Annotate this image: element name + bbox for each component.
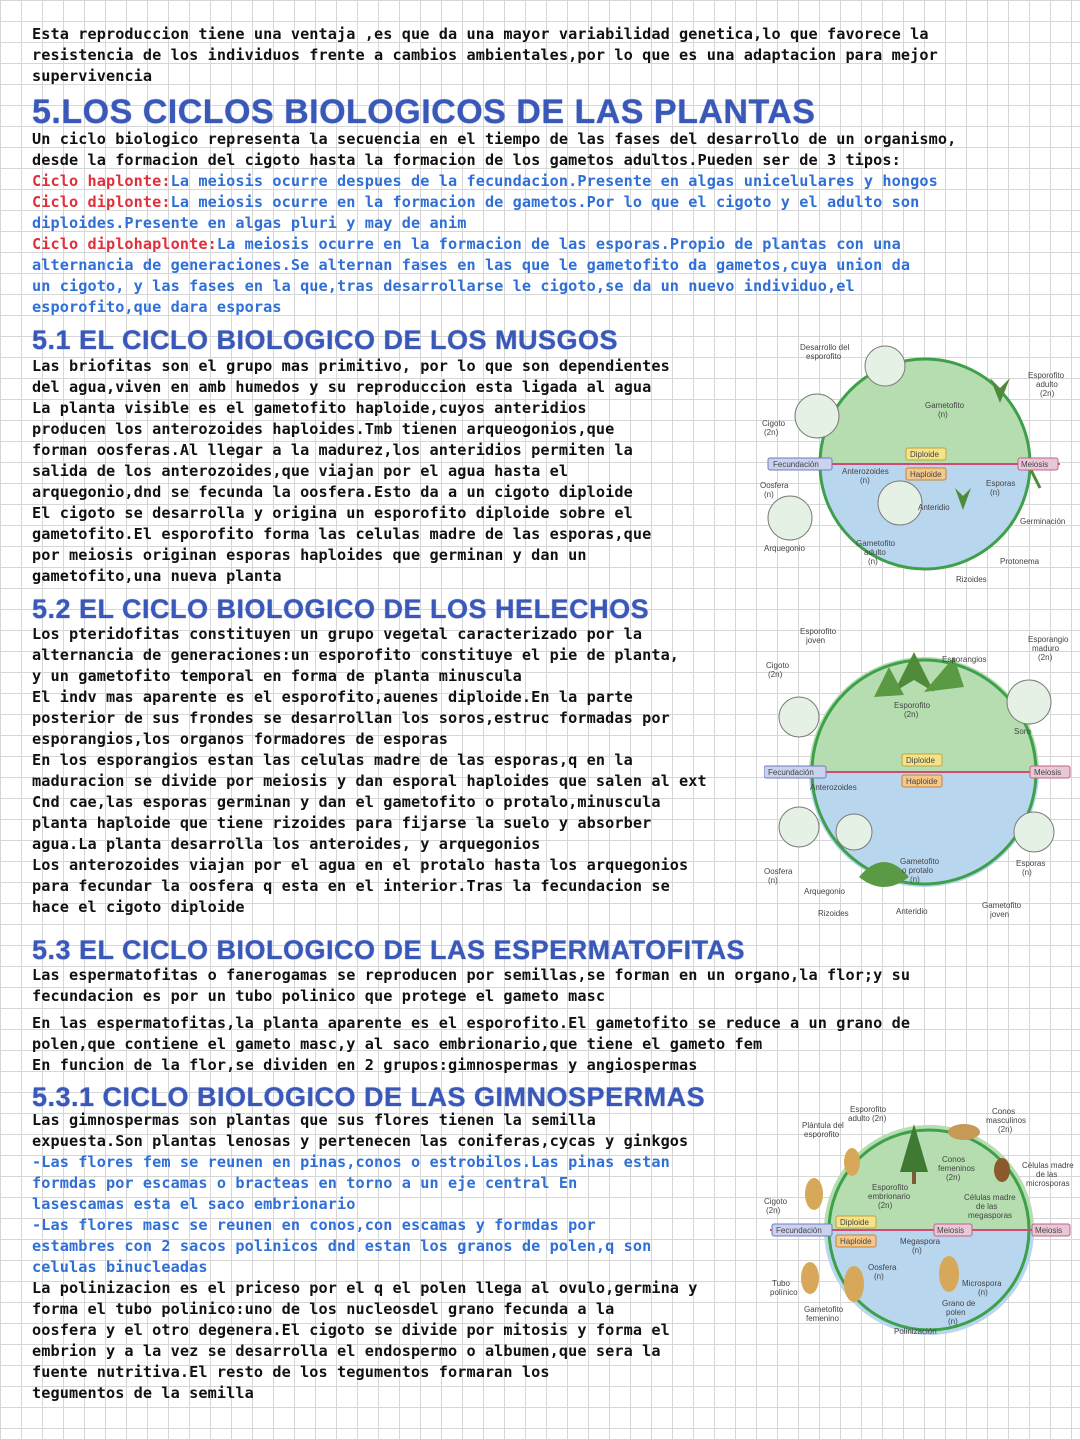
- label-esporangio-3: (2n): [1038, 653, 1053, 662]
- label-tubo-2: polínico: [770, 1288, 798, 1297]
- label-celulas-mega: Células madre: [964, 1193, 1016, 1202]
- label-conos-masc-3: (2n): [998, 1125, 1013, 1134]
- text-line: resistencia de los individuos frente a cambios ambientales,por lo que es una adaptacion para mejor: [32, 46, 938, 64]
- text-line: posterior de sus frondes se desarrollan los soros,estruc formadas por: [32, 709, 670, 727]
- label-germinacion: Germinación: [1020, 517, 1066, 526]
- label-esporas: Esporas: [986, 479, 1016, 488]
- haplonte-text: La meiosis ocurre despues de la fecundacion.Presente en algas unicelulares y hongos: [170, 172, 938, 190]
- text-line: forman oosferas.Al llegar a la madurez,los anteridios permiten la: [32, 441, 633, 459]
- haplonte-line: [32, 171, 956, 192]
- meiosis-badge: Meiosis: [1034, 768, 1062, 777]
- text-line: fuente nutritiva.El resto de los tegumentos formaran los: [32, 1363, 550, 1381]
- fecundacion-badge: Fecundación: [776, 1226, 822, 1235]
- label-conos-fem-2: femeninos: [938, 1164, 975, 1173]
- section-5-body: [32, 129, 956, 318]
- label-esporofito-emb: Esporofito: [872, 1183, 909, 1192]
- label-grano-3: (n): [948, 1317, 958, 1326]
- fern-cycle-diagram: [764, 622, 1076, 924]
- text-line: Un ciclo biologico representa la secuencia en el tiempo de las fases del desarrollo de un organismo,: [32, 130, 957, 148]
- label-polinizacion: Polinización: [894, 1327, 937, 1336]
- text-line: alternancia de generaciones.Se alternan fases en las que le gametofito da gametos,cuya union da: [32, 256, 911, 274]
- label-cigoto: Cigoto: [764, 1197, 788, 1206]
- label-anterozoides-n: (n): [860, 476, 870, 485]
- haploide-badge: Haploide: [910, 470, 942, 479]
- label-anteridio: Anteridio: [896, 907, 928, 916]
- label-anterozoides: Anterozoides: [842, 467, 889, 476]
- fecundacion-badge: Fecundación: [773, 460, 819, 469]
- text-line: desde la formacion del cigoto hasta la formacion de los gametos adultos.Pueden ser de 3 tipos:: [32, 151, 901, 169]
- label-gametofito-n: (n): [938, 410, 948, 419]
- text-line: En las espermatofitas,la planta aparente es el esporofito.El gametofito se reduce a un grano de: [32, 1014, 911, 1032]
- intro-paragraph: [32, 24, 938, 87]
- label-gametofito-adulto: Gametofito: [856, 539, 896, 548]
- haploide-badge: Haploide: [906, 777, 938, 786]
- section-5-3-body: [32, 965, 910, 1076]
- text-line: un cigoto, y las fases en la que,tras desarrollarse le cigoto,se da un nuevo individuo,el: [32, 277, 855, 295]
- label-cigoto-n: (2n): [766, 1206, 781, 1215]
- label-esporofito-n: (2n): [904, 710, 919, 719]
- label-esporofito-adulto-2: adulto (2n): [848, 1114, 887, 1123]
- label-celulas-micro-2: de las: [1036, 1170, 1058, 1179]
- text-line: expuesta.Son plantas lenosas y pertenecen las coniferas,cycas y ginkgos: [32, 1132, 689, 1150]
- text-line: lasescamas esta el saco embrionario: [32, 1195, 356, 1213]
- haploide-badge: Haploide: [840, 1237, 872, 1246]
- section-5-1-title: 5.1 EL CICLO BIOLOGICO DE LOS MUSGOS: [32, 325, 619, 355]
- label-esporofito-adulto-2: adulto: [1036, 380, 1058, 389]
- section-5-1-body: [32, 356, 670, 587]
- section-5-3-1-body: [32, 1110, 698, 1404]
- label-esporofito: Esporofito: [894, 701, 931, 710]
- text-line: tegumentos de la semilla: [32, 1384, 254, 1402]
- label-gametofito-adulto-2: adulto: [864, 548, 886, 557]
- label-esporas-n: (n): [1022, 868, 1032, 877]
- section-5-3-1-title: 5.3.1 CICLO BIOLOGICO DE LAS GIMNOSPERMAS: [32, 1082, 706, 1112]
- text-line: En los esporangios estan las celulas madre de las esporas,q en la: [32, 751, 633, 769]
- label-arquegonio: Arquegonio: [804, 887, 845, 896]
- text-line: El indv mas aparente es el esporofito,auenes diploide.En la parte: [32, 688, 633, 706]
- text-line: por meiosis originan esporas haploides que germinan y dan un: [32, 546, 587, 564]
- text-line: Esta reproduccion tiene una ventaja ,es que da una mayor variabilidad genetica,lo que favorece la: [32, 25, 929, 43]
- label-esporofito-emb-2: embrionario: [868, 1192, 911, 1201]
- label-gametofito: Gametofito: [925, 401, 965, 410]
- text-line: fecundacion es por un tubo polinico que protege el gameto masc: [32, 987, 606, 1005]
- text-line: estambres con 2 sacos polinicos dnd estan los granos de polen,q son: [32, 1237, 652, 1255]
- label-conos-masc: Conos: [992, 1107, 1016, 1116]
- meiosis-badge: Meiosis: [1021, 460, 1049, 469]
- label-cigoto: Cigoto: [766, 661, 790, 670]
- label-oosfera: Oosfera: [760, 481, 789, 490]
- label-celulas-mega-2: de las: [976, 1202, 998, 1211]
- label-oosfera-n: (n): [768, 876, 778, 885]
- diploide-badge: Diploide: [840, 1218, 869, 1227]
- text-line: esporangios,los organos formadores de esporas: [32, 730, 448, 748]
- text-line: Cnd cae,las esporas germinan y dan el gametofito o protalo,minuscula: [32, 793, 661, 811]
- moss-cycle-diagram: [760, 338, 1075, 590]
- text-line: del agua,viven en amb humedos y su reproduccion esta ligada al agua: [32, 378, 652, 396]
- text-line: celulas binucleadas: [32, 1258, 208, 1276]
- text-line: formdas por escamas o bracteas en torno a un eje central En: [32, 1174, 578, 1192]
- label-gametofito: Gametofito: [900, 857, 940, 866]
- label-microspora-n: (n): [978, 1288, 988, 1297]
- text-line: La planta visible es el gametofito haploide,cuyos anteridios: [32, 399, 587, 417]
- label-protonema: Protonema: [1000, 557, 1040, 566]
- label-celulas-mega-3: megasporas: [968, 1211, 1013, 1220]
- text-line: -Las flores masc se reunen en conos,con escamas y formdas por: [32, 1216, 596, 1234]
- label-esporangios: Esporangios: [942, 655, 987, 664]
- label-soro: Soro: [1014, 727, 1031, 736]
- label-plantula: Plántula del: [802, 1121, 844, 1130]
- text-line: Las gimnospermas son plantas que sus flores tienen la semilla: [32, 1111, 596, 1129]
- label-rizoides: Rizoides: [818, 909, 849, 918]
- text-line: salida de los anterozoides,que viajan por el agua hasta el: [32, 462, 569, 480]
- label-rizoides: Rizoides: [956, 575, 987, 584]
- label-cigoto-n: (2n): [764, 428, 779, 437]
- label-oosfera-n: (n): [874, 1272, 884, 1281]
- text-line: gametofito,una nueva planta: [32, 567, 282, 585]
- text-line: gametofito.El esporofito forma las celulas madre de las esporas,que: [32, 525, 652, 543]
- text-line: Las briofitas son el grupo mas primitivo, por lo que son dependientes: [32, 357, 670, 375]
- section-5-2-body: [32, 624, 707, 918]
- text-line: supervivencia: [32, 67, 153, 85]
- label-gametofito-fem: Gametofito: [804, 1305, 844, 1314]
- diploide-badge: Diploide: [906, 756, 935, 765]
- label-gametofito-3: (n): [910, 875, 920, 884]
- label-esporofito-joven-2: joven: [806, 636, 826, 645]
- label-megaspora-n: (n): [912, 1246, 922, 1255]
- gymnosperm-cycle-diagram: [764, 1102, 1076, 1342]
- text-line: producen los anterozoides haploides.Tmb tienen arqueogonios,que: [32, 420, 615, 438]
- diploide-badge: Diploide: [910, 450, 939, 459]
- label-celulas-micro-3: microsporas: [1026, 1179, 1070, 1188]
- label-esporofito-joven: Esporofito: [800, 627, 837, 636]
- haplonte-label: Ciclo haplonte:: [32, 172, 171, 190]
- text-line: planta haploide que tiene rizoides para fijarse la suelo y absorber: [32, 814, 652, 832]
- meiosis-badge: Meiosis: [937, 1226, 965, 1235]
- label-anterozoides: Anterozoides: [810, 783, 857, 792]
- label-oosfera-n: (n): [764, 490, 774, 499]
- label-esporofito-emb-3: (2n): [878, 1201, 893, 1210]
- label-desarrollo-2: esporofito: [806, 352, 842, 361]
- label-esporas: Esporas: [1016, 859, 1046, 868]
- label-cigoto: Cigoto: [762, 419, 786, 428]
- label-anteridio: Anteridio: [918, 503, 950, 512]
- diplohaplonte-text: La meiosis ocurre en la formacion de las esporas.Propio de plantas con una: [216, 235, 901, 253]
- text-line: esporofito,que dara esporas: [32, 298, 282, 316]
- text-line: forma el tubo polinico:uno de los nucleosdel grano fecunda a la: [32, 1300, 615, 1318]
- diplonte-line: [32, 192, 956, 213]
- diplonte-label: Ciclo diplonte:: [32, 193, 171, 211]
- label-esporangio: Esporangio: [1028, 635, 1069, 644]
- text-line: oosfera y el otro degenera.El cigoto se divide por mitosis y forma el: [32, 1321, 670, 1339]
- text-line: maduracion se divide por meiosis y dan esporal haploides que salen al ext: [32, 772, 707, 790]
- label-conos-fem: Conos: [942, 1155, 966, 1164]
- label-conos-masc-2: masculinos: [986, 1116, 1027, 1125]
- text-line: para fecundar la oosfera q esta en el interior.Tras la fecundacion se: [32, 877, 670, 895]
- label-celulas-micro: Células madre: [1022, 1161, 1074, 1170]
- label-microspora: Microspora: [962, 1279, 1002, 1288]
- text-line: polen,que contiene el gameto masc,y al saco embrionario,que tiene el gameto fem: [32, 1035, 763, 1053]
- label-gametofito-fem-2: femenino: [806, 1314, 839, 1323]
- label-arquegonio: Arquegonio: [764, 544, 805, 553]
- label-desarrollo: Desarrollo del: [800, 343, 850, 352]
- label-gametofito-joven: Gametofito: [982, 901, 1022, 910]
- text-line: Los anterozoides viajan por el agua en el protalo hasta los arquegonios: [32, 856, 689, 874]
- meiosis-badge-2: Meiosis: [1035, 1226, 1063, 1235]
- text-line: diploides.Presente en algas pluri y may de anim: [32, 214, 467, 232]
- text-line: agua.La planta desarrolla los anteroides, y arquegonios: [32, 835, 541, 853]
- label-esporas-n: (n): [990, 488, 1000, 497]
- label-esporofito-adulto: Esporofito: [850, 1105, 887, 1114]
- text-line: alternancia de generaciones:un esporofito constituye el pie de planta,: [32, 646, 680, 664]
- section-5-2-title: 5.2 EL CICLO BIOLOGICO DE LOS HELECHOS: [32, 594, 650, 624]
- text-line: embrion y a la vez se desarrolla el endospermo o albumen,que sera la: [32, 1342, 661, 1360]
- text-line: En funcion de la flor,se dividen en 2 grupos:gimnospermas y angiospermas: [32, 1056, 698, 1074]
- diplonte-text: La meiosis ocurre en la formacion de gametos.Por lo que el cigoto y el adulto son: [170, 193, 920, 211]
- text-line: Los pteridofitas constituyen un grupo vegetal caracterizado por la: [32, 625, 643, 643]
- label-oosfera: Oosfera: [764, 867, 793, 876]
- label-plantula-2: esporofito: [804, 1130, 840, 1139]
- label-esporofito-adulto-3: (2n): [1040, 389, 1055, 398]
- fecundacion-badge: Fecundación: [768, 768, 814, 777]
- text-line: El cigoto se desarrolla y origina un esporofito diploide sobre el: [32, 504, 633, 522]
- label-tubo: Tubo: [772, 1279, 790, 1288]
- label-esporofito-adulto: Esporofito: [1028, 371, 1065, 380]
- label-conos-fem-3: (2n): [946, 1173, 961, 1182]
- text-line: Las espermatofitas o fanerogamas se reproducen por semillas,se forman en un organo,la flor;y su: [32, 966, 911, 984]
- diplohaplonte-line: [32, 234, 956, 255]
- label-megaspora: Megaspora: [900, 1237, 941, 1246]
- label-cigoto-n: (2n): [768, 670, 783, 679]
- label-esporangio-2: maduro: [1032, 644, 1060, 653]
- label-grano-2: polen: [946, 1308, 966, 1317]
- label-gametofito-2: o protalo: [902, 866, 934, 875]
- text-line: -Las flores fem se reunen en pinas,conos o estrobilos.Las pinas estan: [32, 1153, 670, 1171]
- section-5-3-title: 5.3 EL CICLO BIOLOGICO DE LAS ESPERMATOFITAS: [32, 935, 746, 965]
- text-line: La polinizacion es el priceso por el q el polen llega al ovulo,germina y: [32, 1279, 698, 1297]
- text-line: y un gametofito temporal en forma de planta minuscula: [32, 667, 522, 685]
- label-grano: Grano de: [942, 1299, 976, 1308]
- label-gametofito-adulto-3: (n): [868, 557, 878, 566]
- label-gametofito-joven-2: joven: [990, 910, 1010, 919]
- text-line: hace el cigoto diploide: [32, 898, 245, 916]
- label-oosfera: Oosfera: [868, 1263, 897, 1272]
- section-5-title: 5.LOS CICLOS BIOLOGICOS DE LAS PLANTAS: [32, 93, 816, 131]
- text-line: arquegonio,dnd se fecunda la oosfera.Esto da a un cigoto diploide: [32, 483, 633, 501]
- diplohaplonte-label: Ciclo diplohaplonte:: [32, 235, 217, 253]
